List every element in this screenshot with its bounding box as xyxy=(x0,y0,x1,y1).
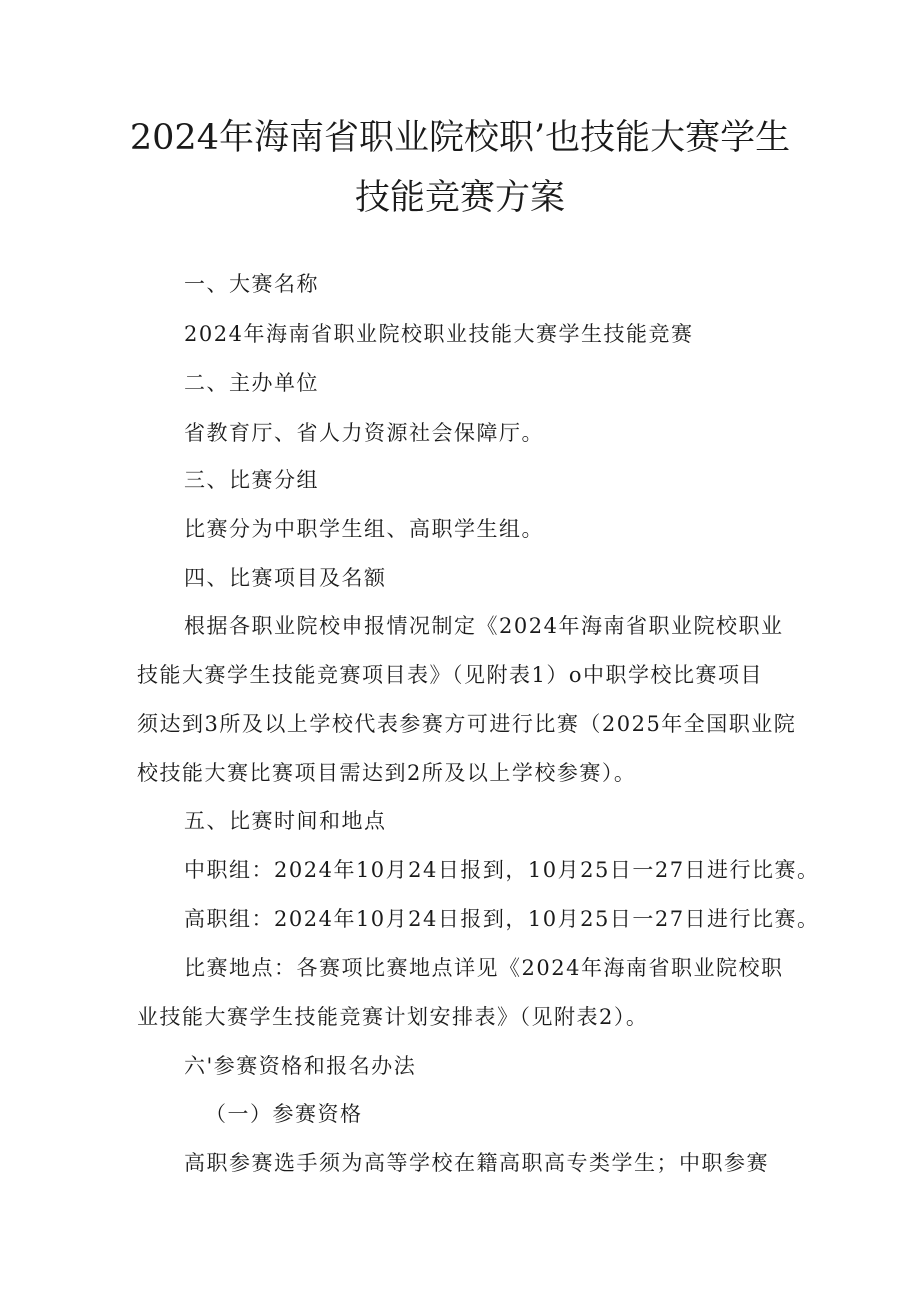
paragraph-line: 省教育厅、省人力资源社会保障厅。 xyxy=(184,421,544,445)
paragraph-line: 技能大赛学生技能竞赛项目表》（见附表1）o中职学校比赛项目 xyxy=(137,663,764,687)
paragraph-line: 业技能大赛学生技能竞赛计划安排表》（见附表2）。 xyxy=(137,1005,649,1029)
paragraph-line: 根据各职业院校申报情况制定《2024年海南省职业院校职业 xyxy=(184,614,784,638)
section-heading-4: 四、比赛项目及名额 xyxy=(184,566,387,590)
subsection-heading: （一）参赛资格 xyxy=(205,1102,363,1126)
paragraph-line: 比赛地点：各赛项比赛地点详见《2024年海南省职业院校职 xyxy=(184,956,784,980)
paragraph-line: 校技能大赛比赛项目需达到2所及以上学校参赛）。 xyxy=(137,761,637,785)
section-heading-5: 五、比赛时间和地点 xyxy=(184,809,387,833)
paragraph-line: 须达到3所及以上学校代表参赛方可进行比赛（2025年全国职业院 xyxy=(137,712,797,736)
paragraph-line: 中职组：2024年10月24日报到，10月25日一27日进行比赛。 xyxy=(184,858,820,882)
document-title-line-2: 技能竞赛方案 xyxy=(354,178,565,218)
section-heading-3: 三、比赛分组 xyxy=(184,468,319,492)
paragraph-line: 高职参赛选手须为高等学校在籍高职高专类学生；中职参赛 xyxy=(184,1151,769,1175)
section-heading-6: 六'参赛资格和报名办法 xyxy=(184,1054,417,1078)
document-title-line-1: 2024年海南省职业院校职’也技能大赛学生 xyxy=(129,118,791,158)
paragraph-line: 2024年海南省职业院校职业技能大赛学生技能竞赛 xyxy=(184,322,694,346)
paragraph-line: 高职组：2024年10月24日报到，10月25日一27日进行比赛。 xyxy=(184,907,820,931)
section-heading-2: 二、主办单位 xyxy=(184,371,319,395)
section-heading-1: 一、大赛名称 xyxy=(184,272,319,296)
paragraph-line: 比赛分为中职学生组、高职学生组。 xyxy=(184,517,544,541)
